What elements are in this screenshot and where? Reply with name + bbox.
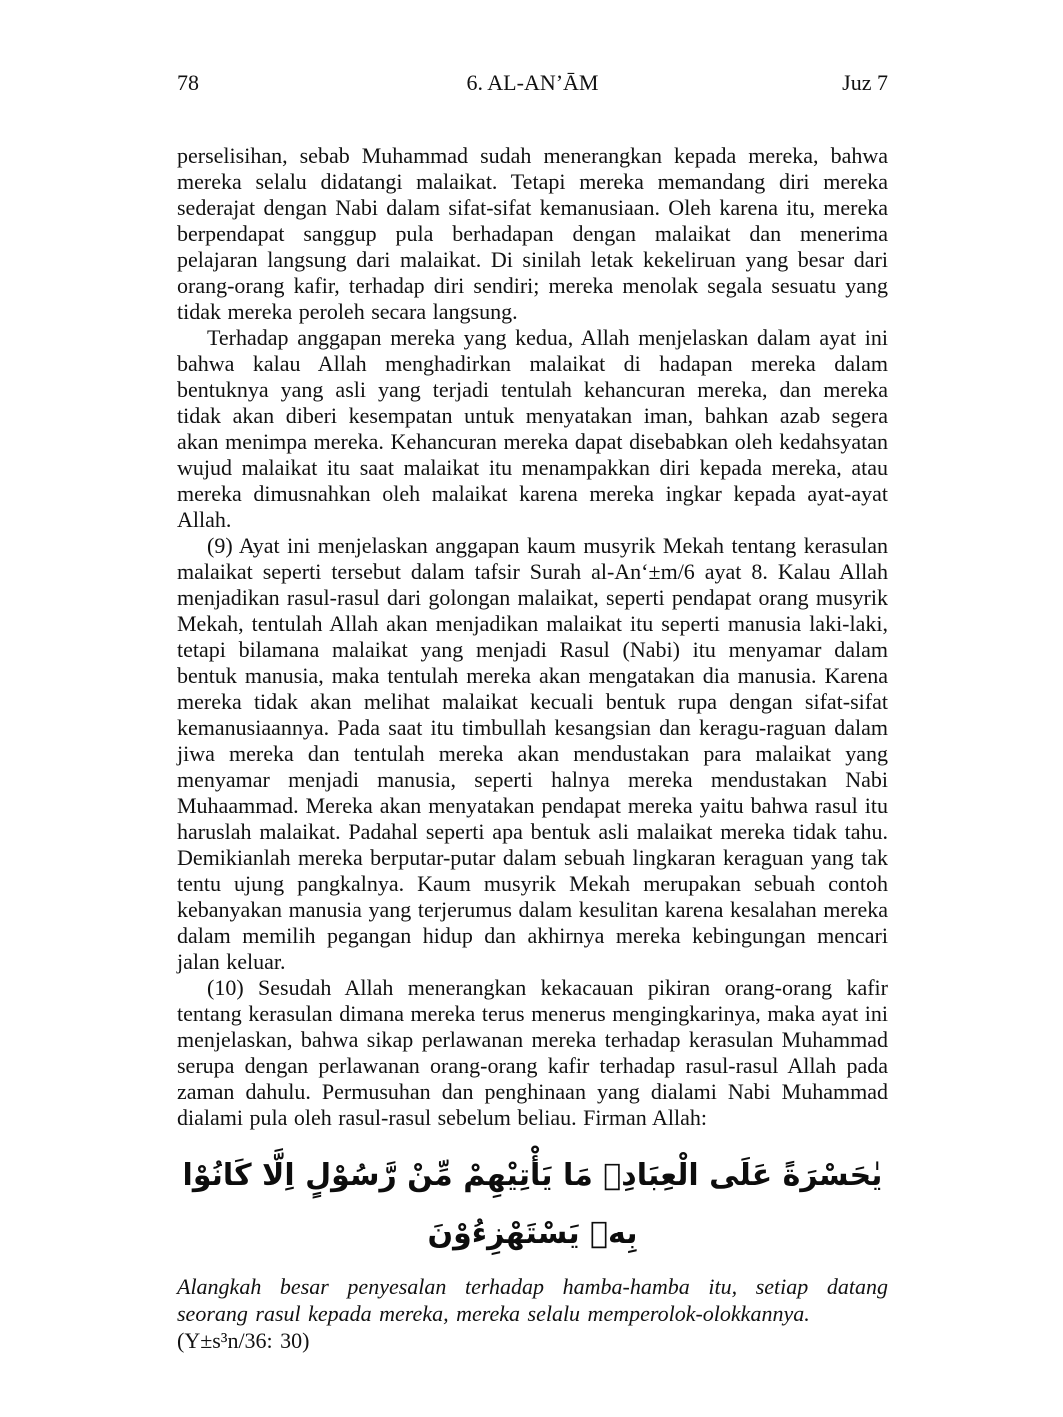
surah-title: 6. AL-AN’ĀM <box>466 70 599 95</box>
body-paragraph: Terhadap anggapan mereka yang kedua, Allah menjelaskan dalam ayat ini bahwa kalau Allah menghadirkan malaikat di hadapan mereka dalam bentuknya yang asli yang terjadi tentulah kehancuran mereka, dan mereka tidak akan diberi kesempatan untuk menyatakan iman, bahkan azab segera akan menimpa mereka. Kehancuran mereka dapat disebabkan oleh kedahsyatan wujud malaikat itu saat malaikat itu menampakkan diri kepada mereka, atau mereka dimusnahkan oleh malaikat karena mereka ingkar kepada ayat-ayat Allah. <box>177 325 888 532</box>
body-paragraph-ayat-9: (9) Ayat ini menjelaskan anggapan kaum musyrik Mekah tentang kerasulan malaikat seperti tersebut dalam tafsir Surah al-An‘±m/6 ayat 8. Kalau Allah menjadikan rasul-rasul dari golongan malaikat, seperti pendapat orang musyrik Mekah, tentulah Allah akan menjadikan malaikat itu seperti manusia laki-laki, tetapi bilamana malaikat yang menjadi Rasul (Nabi) itu menyamar dalam bentuk manusia, maka tentulah mereka akan mengatakan dia manusia. Karena mereka tidak akan melihat malaikat kecuali bentuk rupa dengan sifat-sifat kemanusiaannya. Pada saat itu timbullah kesangsian dan keragu-raguan dalam jiwa mereka dan tentulah mereka akan mendustakan para malaikat yang menyamar menjadi manusia, seperti halnya mereka mendustakan Nabi Muhaammad. Mereka akan menyatakan pendapat mereka yaitu bahwa rasul itu haruslah malaikat. Padahal seperti apa bentuk asli malaikat mereka tidak tahu. Demikianlah mereka berputar-putar dalam sebuah lingkaran keraguan yang tak tentu ujung pangkalnya. Kaum musyrik Mekah merupakan sebuah contoh kebanyakan manusia yang terjerumus dalam kesulitan karena kesalahan mereka dalam memilih pegangan hidup dan akhirnya mereka kebingungan mencari jalan keluar. <box>177 533 888 974</box>
body-paragraph: perselisihan, sebab Muhammad sudah menerangkan kepada mereka, bahwa mereka selalu didatangi malaikat. Tetapi mereka memandang diri mereka sederajat dengan Nabi dalam sifat-sifat kemanusiaan. Oleh karena itu, mereka berpendapat sanggup pula berhadapan dengan malaikat dan menerima pelajaran langsung dari malaikat. Di sinilah letak kekeliruan yang besar dari orang-orang kafir, terhadap diri sendiri; mereka menolak segala sesuatu yang tidak mereka peroleh secara langsung. <box>177 143 888 324</box>
verse-citation: (Y±s³n/36: 30) <box>177 1328 310 1353</box>
juz-label: Juz 7 <box>842 70 888 95</box>
translation-text: Alangkah besar penyesalan terhadap hamba-hamba itu, setiap datang seorang rasul kepada mereka, mereka selalu memperolok-olokkannya. <box>177 1274 888 1326</box>
arabic-verse: يٰحَسْرَةً عَلَى الْعِبَادِۚ مَا يَأْتِيْهِمْ مِّنْ رَّسُوْلٍ اِلَّا كَانُوْا بِهٖ يَسْتَهْزِءُوْنَ <box>182 1158 883 1251</box>
page-header <box>177 70 888 96</box>
body-text <box>177 143 888 1131</box>
body-paragraph-ayat-10: (10) Sesudah Allah menerangkan kekacauan pikiran orang-orang kafir tentang kerasulan dimana mereka terus menerus mengingkarinya, maka ayat ini menjelaskan, bahwa sikap perlawanan mereka terhadap kerasulan Muhammad serupa dengan perlawanan orang-orang kafir terhadap rasul-rasul Allah pada zaman dahulu. Permusuhan dan penghinaan yang dialami Nabi Muhammad dialami pula oleh rasul-rasul sebelum beliau. Firman Allah: <box>177 975 888 1130</box>
verse-translation <box>177 1273 888 1354</box>
page-number: 78 <box>177 70 199 95</box>
